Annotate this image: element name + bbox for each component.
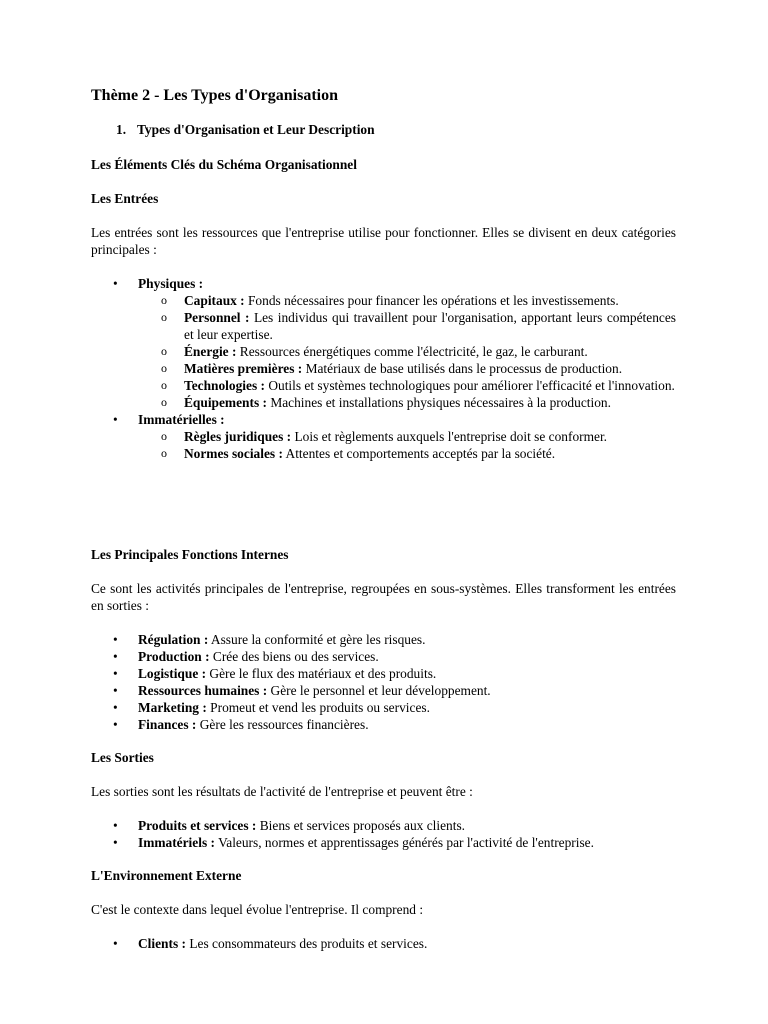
term: Immatériels : — [138, 835, 215, 850]
list-item — [91, 631, 676, 648]
list-item-physiques — [91, 275, 676, 411]
list-label: Physiques : — [138, 276, 204, 291]
list-item — [91, 716, 676, 733]
desc: Outils et systèmes technologiques pour améliorer l'efficacité et l'innovation. — [264, 378, 675, 393]
term: Logistique : — [138, 666, 207, 681]
term: Finances : — [138, 717, 197, 732]
term: Marketing : — [138, 700, 207, 715]
sublist-item — [91, 360, 676, 377]
desc: Biens et services proposés aux clients. — [256, 818, 466, 833]
list-item — [91, 648, 676, 665]
entrees-list — [91, 275, 676, 462]
physiques-sublist — [91, 292, 676, 411]
desc: Les individus qui travaillent pour l'organisation, apportant leurs compétences et leur expertise. — [184, 310, 676, 342]
desc: Promeut et vend les produits ou services. — [206, 700, 430, 715]
term: Clients : — [138, 936, 186, 951]
fonctions-list — [91, 631, 676, 733]
section-label: Types d'Organisation et Leur Description — [137, 122, 375, 137]
sublist-item — [91, 428, 676, 445]
desc: Machines et installations physiques nécessaires à la production. — [266, 395, 611, 410]
sorties-intro: Les sorties sont les résultats de l'activité de l'entreprise et peuvent être : — [91, 784, 473, 799]
desc: Gère le flux des matériaux et des produits. — [206, 666, 437, 681]
list-label: Immatérielles : — [138, 412, 225, 427]
desc: Gère le personnel et leur développement. — [267, 683, 491, 698]
immaterielles-sublist — [91, 428, 676, 462]
document-body — [91, 86, 676, 951]
list-item — [91, 665, 676, 682]
list-item — [91, 682, 676, 699]
desc: Gère les ressources financières. — [196, 717, 369, 732]
list-item — [91, 935, 676, 952]
term: Énergie : — [184, 344, 237, 359]
section-heading-types — [116, 121, 375, 138]
fonctions-intro: Ce sont les activités principales de l'entreprise, regroupées en sous-systèmes. Elles transforment les entrées en sorties : — [91, 581, 676, 613]
heading-fonctions: Les Principales Fonctions Internes — [91, 547, 289, 562]
desc: Lois et règlements auxquels l'entreprise doit se conformer. — [291, 429, 608, 444]
heading-environnement: L'Environnement Externe — [91, 868, 242, 883]
environnement-list — [91, 935, 676, 952]
desc: Les consommateurs des produits et services. — [185, 936, 428, 951]
desc: Matériaux de base utilisés dans le processus de production. — [302, 361, 623, 376]
document-title: Thème 2 - Les Types d'Organisation — [91, 87, 338, 104]
sublist-item — [91, 343, 676, 360]
list-item — [91, 699, 676, 716]
desc: Crée des biens ou des services. — [209, 649, 379, 664]
sorties-list — [91, 817, 676, 851]
desc: Ressources énergétiques comme l'électricité, le gaz, le carburant. — [236, 344, 588, 359]
sublist-item — [91, 309, 676, 343]
list-item — [91, 817, 676, 834]
term: Régulation : — [138, 632, 209, 647]
term: Capitaux : — [184, 293, 245, 308]
desc: Attentes et comportements acceptés par la société. — [282, 446, 556, 461]
term: Production : — [138, 649, 210, 664]
term: Ressources humaines : — [138, 683, 268, 698]
heading-elements-cles: Les Éléments Clés du Schéma Organisationnel — [91, 157, 357, 172]
sublist-item — [91, 292, 676, 309]
heading-entrees: Les Entrées — [91, 191, 159, 206]
list-item — [91, 834, 676, 851]
desc: Fonds nécessaires pour financer les opérations et les investissements. — [244, 293, 619, 308]
desc: Valeurs, normes et apprentissages générés par l'activité de l'entreprise. — [214, 835, 594, 850]
term: Technologies : — [184, 378, 265, 393]
term: Équipements : — [184, 395, 267, 410]
term: Personnel : — [184, 310, 250, 325]
sublist-item — [91, 394, 676, 411]
list-item-immaterielles — [91, 411, 676, 462]
term: Normes sociales : — [184, 446, 283, 461]
sublist-item — [91, 377, 676, 394]
environnement-intro: C'est le contexte dans lequel évolue l'entreprise. Il comprend : — [91, 902, 424, 917]
entrees-intro: Les entrées sont les ressources que l'entreprise utilise pour fonctionner. Elles se divisent en deux catégories principales : — [91, 225, 676, 257]
term: Règles juridiques : — [184, 429, 292, 444]
term: Matières premières : — [184, 361, 303, 376]
sublist-item — [91, 445, 676, 462]
heading-sorties: Les Sorties — [91, 750, 154, 765]
desc: Assure la conformité et gère les risques. — [208, 632, 426, 647]
section-number: 1. — [116, 122, 127, 137]
term: Produits et services : — [138, 818, 257, 833]
